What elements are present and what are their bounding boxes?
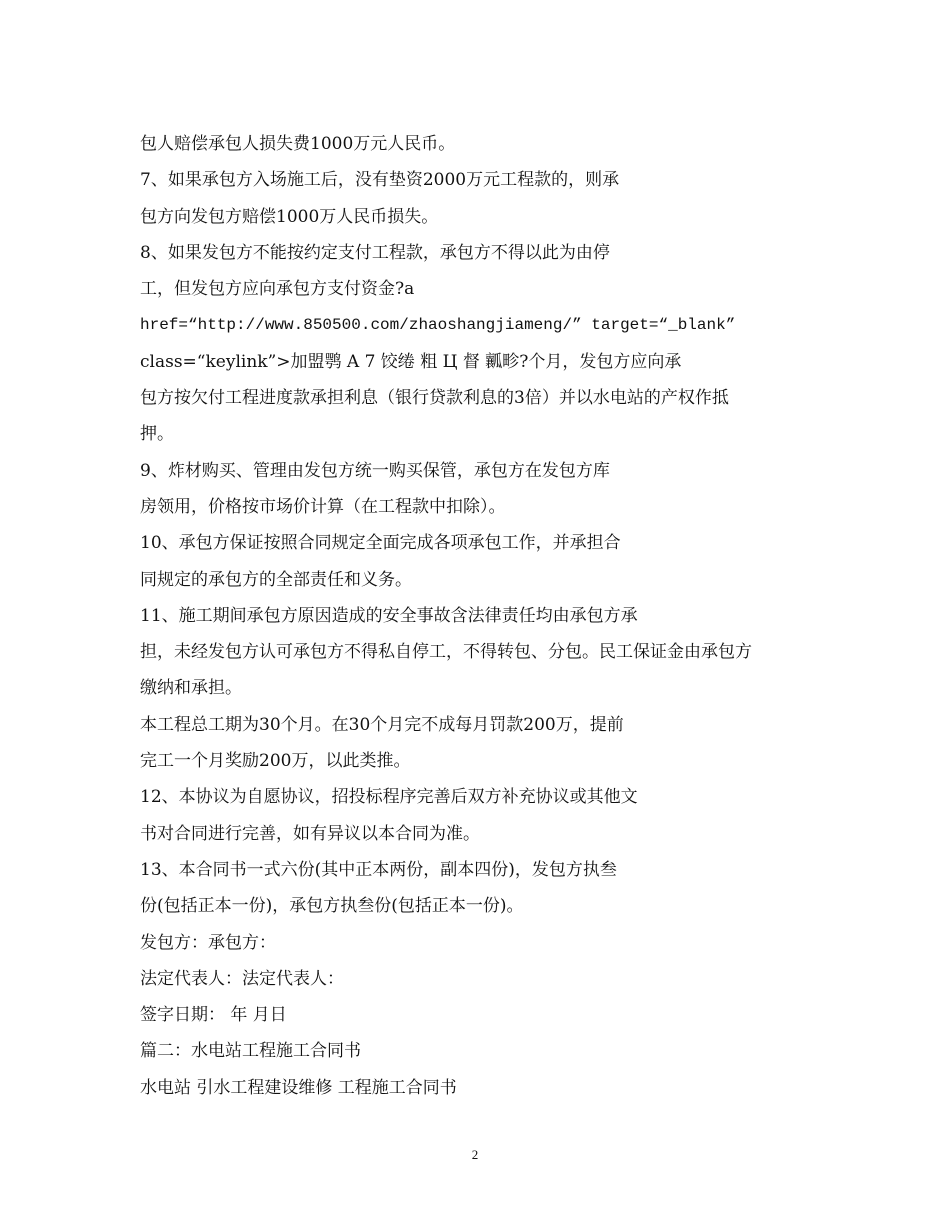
parties-line: 发包方：承包方： [140,932,276,953]
duration-line-1: 本工程总工期为30个月。在30个月完不成每月罚款200万，提前 [140,714,624,735]
clause-9-line-1: 9、炸材购买、管理由发包方统一购买保管，承包方在发包方库 [140,460,610,481]
signature-date-line: 签字日期： 年 月日 [140,1005,287,1026]
clause-7-line-2: 包方向发包方赔偿1000万人民币损失。 [140,206,439,227]
clause-8-line-1: 8、如果发包方不能按约定支付工程款，承包方不得以此为由停 [140,242,610,263]
section-heading: 篇二：水电站工程施工合同书 [140,1041,361,1062]
clause-11-line-2: 担，未经发包方认可承包方不得私自停工，不得转包、分包。民工保证金由承包方 [140,642,752,663]
clause-8-line-2: 工，但发包方应向承包方支付资金?a [140,279,415,300]
clause-8-line-4: 押。 [140,424,174,445]
clause-8-html-line-2: class=“keylink”>加盟鹗 A 7 饺绻 粗 Ц 督 瓤畛?个月，发包方应向承 [140,351,682,372]
clause-10-line-2: 同规定的承包方的全部责任和义务。 [140,569,412,590]
clause-9-line-2: 房领用，价格按市场价计算（在工程款中扣除）。 [140,496,506,517]
duration-line-2: 完工一个月奖励200万，以此类推。 [140,751,411,772]
clause-8-html-line-1: href=“http://www.850500.com/zhaoshangjiameng/” target=“_blank” [140,316,736,335]
clause-8-line-3: 包方按欠付工程进度款承担利息（银行贷款利息的3倍）并以水电站的产权作抵 [140,388,729,409]
text-line: 包人赔偿承包人损失费1000万元人民币。 [140,134,456,154]
page-number: 2 [471,1147,479,1162]
section-subtitle: 水电站 引水工程建设维修 工程施工合同书 [140,1077,457,1098]
clause-13-line-1: 13、本合同书一式六份(其中正本两份，副本四份)，发包方执叁 [140,859,617,880]
document-body [140,131,830,1111]
clause-11-line-3: 缴纳和承担。 [140,678,242,699]
clause-11-line-1: 11、施工期间承包方原因造成的安全事故含法律责任均由承包方承 [140,605,638,626]
clause-10-line-1: 10、承包方保证按照合同规定全面完成各项承包工作，并承担合 [140,533,621,554]
clause-12-line-2: 书对合同进行完善，如有异议以本合同为准。 [140,823,480,844]
clause-13-line-2: 份(包括正本一份)，承包方执叁份(包括正本一份)。 [140,896,524,917]
clause-12-line-1: 12、本协议为自愿协议，招投标程序完善后双方补充协议或其他文 [140,787,638,808]
representatives-line: 法定代表人：法定代表人： [140,968,344,989]
clause-7-line-1: 7、如果承包方入场施工后，没有垫资2000万元工程款的，则承 [140,170,620,191]
